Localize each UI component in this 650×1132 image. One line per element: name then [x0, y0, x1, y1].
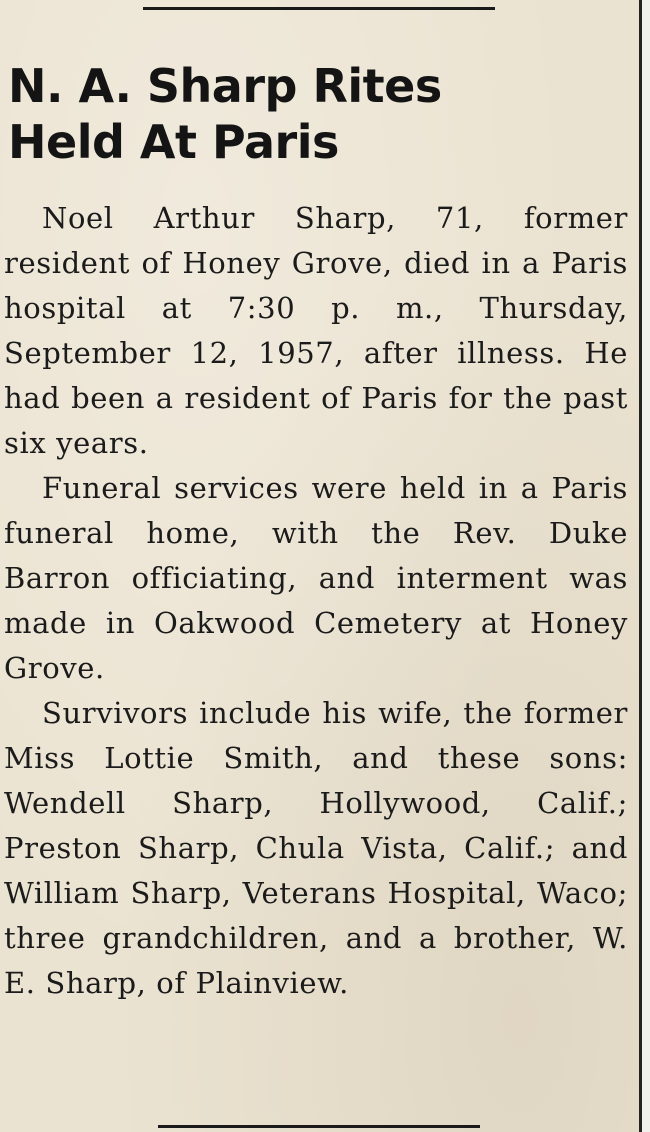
headline-line-1: N. A. Sharp Rites — [8, 59, 442, 113]
article-body — [4, 196, 628, 1006]
headline — [8, 58, 608, 170]
top-rule — [143, 7, 495, 10]
headline-line-2: Held At Paris — [8, 115, 339, 169]
paragraph-funeral-services: Funeral services were held in a Paris funeral home, with the Rev. Duke Barron officiating, and interment was made in Oakwood Cemetery at Honey Grove. — [4, 471, 628, 685]
bottom-rule — [158, 1125, 480, 1128]
clipping-margin — [642, 0, 650, 1132]
paragraph-survivors: Survivors include his wife, the former Miss Lottie Smith, and these sons: Wendell Sharp, Hollywood, Calif.; Preston Sharp, Chula Vista, Calif.; and William Sharp, Veterans Hospital, Waco; three grandchildren, and a brother, W. E. Sharp, of Plainview. — [4, 696, 628, 1000]
paragraph-death-notice: Noel Arthur Sharp, 71, former resident of Honey Grove, died in a Paris hospital at 7:30 p. m., Thursday, September 12, 1957, after illness. He had been a resident of Paris for the past six years. — [4, 201, 628, 460]
